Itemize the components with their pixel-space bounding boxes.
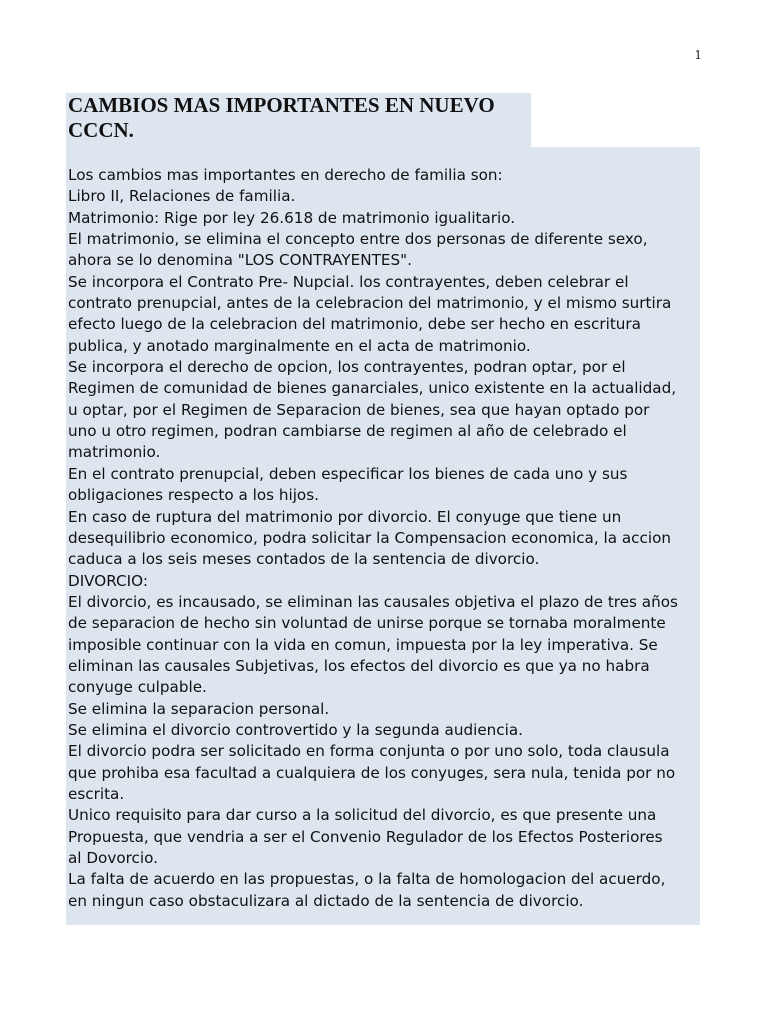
body-line: obligaciones respecto a los hijos. (68, 486, 319, 505)
body-line: Propuesta, que vendria a ser el Convenio Regulador de los Efectos Posteriores (68, 827, 663, 846)
body-line: Se incorpora el Contrato Pre- Nupcial. los contrayentes, deben celebrar el (68, 272, 629, 291)
body-line: publica, y anotado marginalmente en el acta de matrimonio. (68, 336, 531, 355)
title-block (66, 93, 531, 147)
body-line: El divorcio, es incausado, se eliminan las causales objetiva el plazo de tres años (68, 592, 678, 611)
body-line: Se incorpora el derecho de opcion, los contrayentes, podran optar, por el (68, 358, 626, 377)
body-line: imposible continuar con la vida en comun, impuesta por la ley imperativa. Se (68, 635, 658, 654)
body-line: conyuge culpable. (68, 678, 207, 697)
body-line: eliminan las causales Subjetivas, los efectos del divorcio es que ya no habra (68, 656, 650, 675)
body-block (66, 147, 700, 925)
body-line: que prohiba esa facultad a cualquiera de los conyuges, sera nula, tenida por no (68, 763, 676, 782)
body-line: desequilibrio economico, podra solicitar la Compensacion economica, la accion (68, 528, 672, 547)
body-line: La falta de acuerdo en las propuestas, o la falta de homologacion del acuerdo, (68, 870, 666, 889)
body-line: al Dovorcio. (68, 849, 158, 867)
body-line: matrimonio. (68, 443, 161, 462)
body-line: Libro II, Relaciones de familia. (68, 187, 296, 206)
body-line: escrita. (68, 784, 125, 803)
body-line: En el contrato prenupcial, deben especificar los bienes de cada uno y sus (68, 464, 628, 483)
page-number: 1 (694, 48, 702, 62)
body-line: El matrimonio, se elimina el concepto entre dos personas de diferente sexo, (68, 230, 648, 249)
body-line: Se elimina la separacion personal. (68, 699, 330, 718)
body-line: u optar, por el Regimen de Separacion de bienes, sea que hayan optado por (68, 400, 650, 419)
title-line: CCCN. (68, 118, 134, 142)
body-line: caduca a los seis meses contados de la sentencia de divorcio. (68, 550, 540, 569)
body-line: de separacion de hecho sin voluntad de unirse porque se tornaba moralmente (68, 614, 666, 633)
body-line: efecto luego de la celebracion del matrimonio, debe ser hecho en escritura (68, 315, 641, 334)
document-title (66, 93, 531, 143)
body-line: Los cambios mas importantes en derecho de familia son: (68, 166, 503, 184)
body-line: DIVORCIO: (68, 571, 148, 590)
body-line: Matrimonio: Rige por ley 26.618 de matrimonio igualitario. (68, 208, 516, 227)
body-line: En caso de ruptura del matrimonio por divorcio. El conyuge que tiene un (68, 507, 622, 526)
body-line: contrato prenupcial, antes de la celebracion del matrimonio, y el mismo surtira (68, 294, 672, 313)
body-line: El divorcio podra ser solicitado en forma conjunta o por uno solo, toda clausula (68, 742, 670, 761)
body-line: ahora se lo denomina "LOS CONTRAYENTES". (68, 251, 412, 270)
body-line: Regimen de comunidad de bienes ganarciales, unico existente en la actualidad, (68, 379, 677, 398)
body-line: en ningun caso obstaculizara al dictado de la sentencia de divorcio. (68, 891, 584, 910)
body-line: Unico requisito para dar curso a la solicitud del divorcio, es que presente una (68, 806, 657, 825)
title-line: CAMBIOS MAS IMPORTANTES EN NUEVO (68, 93, 495, 117)
body-line: Se elimina el divorcio controvertido y la segunda audiencia. (68, 720, 523, 739)
body-text (66, 147, 700, 912)
body-line: uno u otro regimen, podran cambiarse de regimen al año de celebrado el (68, 422, 627, 441)
